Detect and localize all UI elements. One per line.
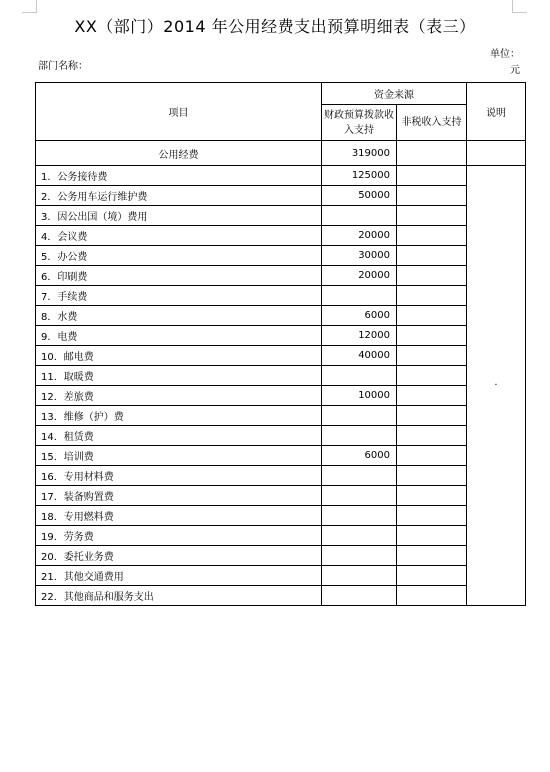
unit-label-text: 单位： [490,49,520,60]
table-row [36,306,526,326]
row-nontax-value [397,586,467,606]
row-item: 17．装备购置费 [36,486,322,506]
header-funding-source: 资金来源 [322,83,467,105]
table-row [36,426,526,446]
table-row [36,526,526,546]
document-title: XX（部门）2014 年公用经费支出预算明细表（表三） [74,17,476,36]
row-nontax-value [397,386,467,406]
row-nontax-value [397,306,467,326]
row-fiscal-value [322,406,397,426]
row-nontax-value [397,526,467,546]
row-fiscal-value: 20000 [322,266,397,286]
table-row [36,186,526,206]
row-item: 16．专用材料费 [36,466,322,486]
table-row [36,586,526,606]
table-row [36,246,526,266]
header-nontax-income: 非税收入支持 [397,105,467,141]
table-row [36,166,526,186]
row-fiscal-value [322,426,397,446]
row-item: 4．会议费 [36,226,322,246]
row-nontax-value [397,486,467,506]
table-row [36,326,526,346]
table-row [36,386,526,406]
row-nontax-value [397,366,467,386]
row-fiscal-value: 125000 [322,166,397,186]
row-item: 22．其他商品和服务支出 [36,586,322,606]
row-item: 8．水费 [36,306,322,326]
row-fiscal-value [322,466,397,486]
row-item: 15．培训费 [36,446,322,466]
table-row [36,406,526,426]
table-row [36,346,526,366]
row-item: 6．印刷费 [36,266,322,286]
department-name-label: 部门名称： [38,61,88,72]
row-nontax-value [397,426,467,446]
header-item: 项目 [36,83,322,141]
total-remark [467,141,526,166]
row-nontax-value [397,566,467,586]
row-item: 7．手续费 [36,286,322,306]
table-row [36,266,526,286]
table-row [36,486,526,506]
row-nontax-value [397,406,467,426]
header-fiscal-appropriation: 财政预算拨款收入支持 [322,105,397,141]
row-nontax-value [397,506,467,526]
row-fiscal-value [322,546,397,566]
row-item: 1．公务接待费 [36,166,322,186]
row-fiscal-value: 6000 [322,446,397,466]
table-row [36,206,526,226]
remark-cell: · [467,166,526,606]
row-item: 9．电费 [36,326,322,346]
table-row [36,466,526,486]
crop-mark-top-left [22,0,37,13]
total-nontax-value [397,141,467,166]
total-fiscal-value: 319000 [322,141,397,166]
row-nontax-value [397,226,467,246]
row-item: 14．租赁费 [36,426,322,446]
row-item: 5．办公费 [36,246,322,266]
row-item: 2．公务用车运行维护费 [36,186,322,206]
total-row [36,141,526,166]
unit-value: 元 [510,65,520,76]
row-fiscal-value: 20000 [322,226,397,246]
row-nontax-value [397,166,467,186]
row-item: 13．维修（护）费 [36,406,322,426]
total-label: 公用经费 [36,141,322,166]
row-fiscal-value: 30000 [322,246,397,266]
row-item: 11．取暖费 [36,366,322,386]
header-remark: 说明 [467,83,526,141]
row-fiscal-value: 6000 [322,306,397,326]
budget-detail-table [35,82,526,606]
row-item: 10．邮电费 [36,346,322,366]
table-row [36,366,526,386]
table-row [36,546,526,566]
row-nontax-value [397,246,467,266]
row-fiscal-value [322,566,397,586]
row-nontax-value [397,186,467,206]
row-nontax-value [397,286,467,306]
row-fiscal-value [322,286,397,306]
row-fiscal-value [322,486,397,506]
row-fiscal-value: 12000 [322,326,397,346]
unit-label [480,47,520,79]
row-fiscal-value: 10000 [322,386,397,406]
header-row [36,83,526,105]
row-fiscal-value [322,206,397,226]
row-item: 12．差旅费 [36,386,322,406]
row-fiscal-value: 40000 [322,346,397,366]
table-row [36,446,526,466]
row-nontax-value [397,266,467,286]
row-item: 3．因公出国（境）费用 [36,206,322,226]
row-nontax-value [397,466,467,486]
row-nontax-value [397,446,467,466]
row-item: 18．专用燃料费 [36,506,322,526]
table-row [36,506,526,526]
table-row [36,286,526,306]
row-item: 21．其他交通费用 [36,566,322,586]
row-item: 19．劳务费 [36,526,322,546]
row-fiscal-value [322,526,397,546]
row-fiscal-value [322,366,397,386]
row-nontax-value [397,326,467,346]
crop-mark-top-right [512,0,527,13]
row-item: 20．委托业务费 [36,546,322,566]
row-fiscal-value: 50000 [322,186,397,206]
row-nontax-value [397,346,467,366]
table-row [36,566,526,586]
table-row [36,226,526,246]
row-fiscal-value [322,506,397,526]
row-nontax-value [397,206,467,226]
row-nontax-value [397,546,467,566]
row-fiscal-value [322,586,397,606]
